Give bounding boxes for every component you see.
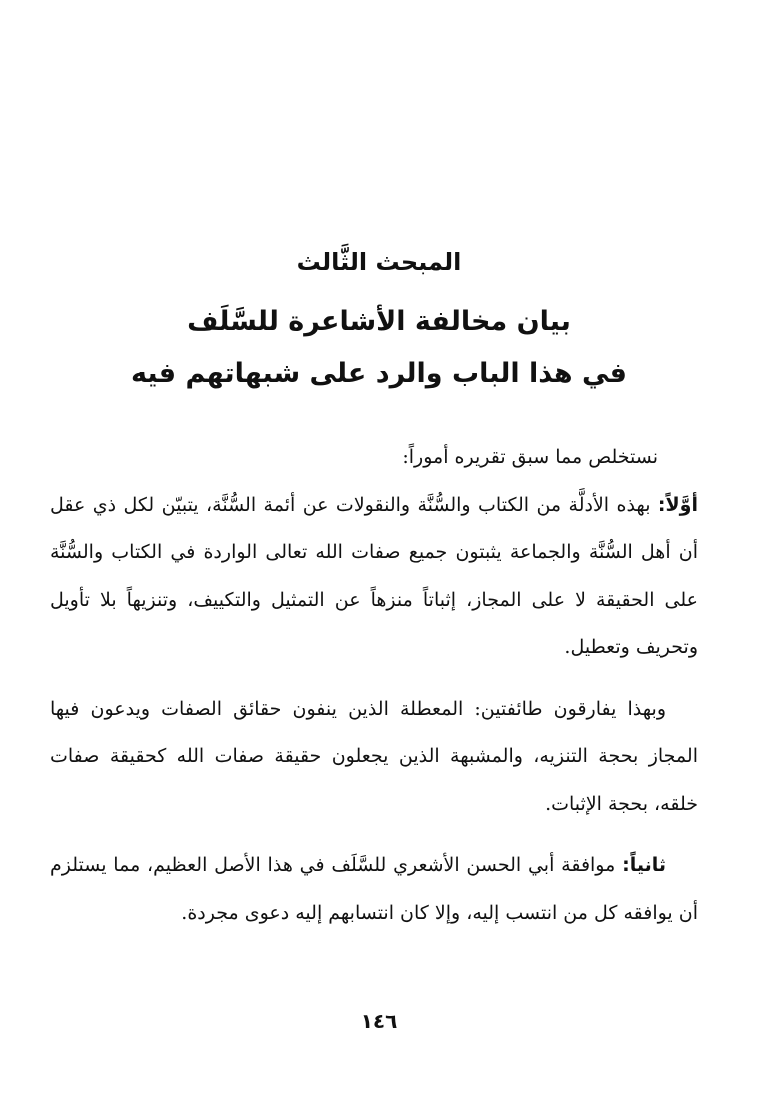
intro-paragraph: نستخلص مما سبق تقريره أموراً: — [402, 446, 658, 468]
section-label: المبحث الثَّالث — [296, 248, 462, 276]
point-two-paragraph — [50, 842, 698, 937]
point-two-text: موافقة أبي الحسن الأشعري للسَّلَف في هذا الأصل العظيم، مما يستلزم أن يوافقه كل من انتسب إليه، وإلا كان انتسابهم إليه دعوى مجردة. — [50, 854, 698, 924]
body-text — [50, 434, 698, 937]
chapter-title — [0, 296, 758, 400]
chapter-title-line-1: بيان مخالفة الأشاعرة للسَّلَف — [187, 306, 571, 337]
point-two-label: ثانياً: — [622, 854, 666, 876]
page-number: ١٤٦ — [360, 1009, 398, 1033]
point-one-text: بهذه الأدلَّة من الكتاب والسُّنَّة والنقولات عن أئمة السُّنَّة، يتبيّن لكل ذي عقل أن أهل السُّنَّة والجماعة يثبتون جميع صفات الله تعالى الواردة في الكتاب والسُّنَّة على الحقيقة لا على المجاز، إثباتاً منزهاً عن التمثيل والتكييف، وتنزيهاً بلا تأويل وتحريف وتعطيل. — [50, 493, 698, 658]
point-one-label: أوَّلاً: — [657, 493, 698, 516]
chapter-title-line-2: في هذا الباب والرد على شبهاتهم فيه — [130, 358, 627, 389]
second-paragraph: وبهذا يفارقون طائفتين: المعطلة الذين ينفون حقائق الصفات ويدعون فيها المجاز بحجة التنزيه، والمشبهة الذين يجعلون حقيقة صفات الله كحقيقة صفات خلقه، بحجة الإثبات. — [50, 697, 698, 815]
point-one-paragraph — [50, 482, 698, 672]
